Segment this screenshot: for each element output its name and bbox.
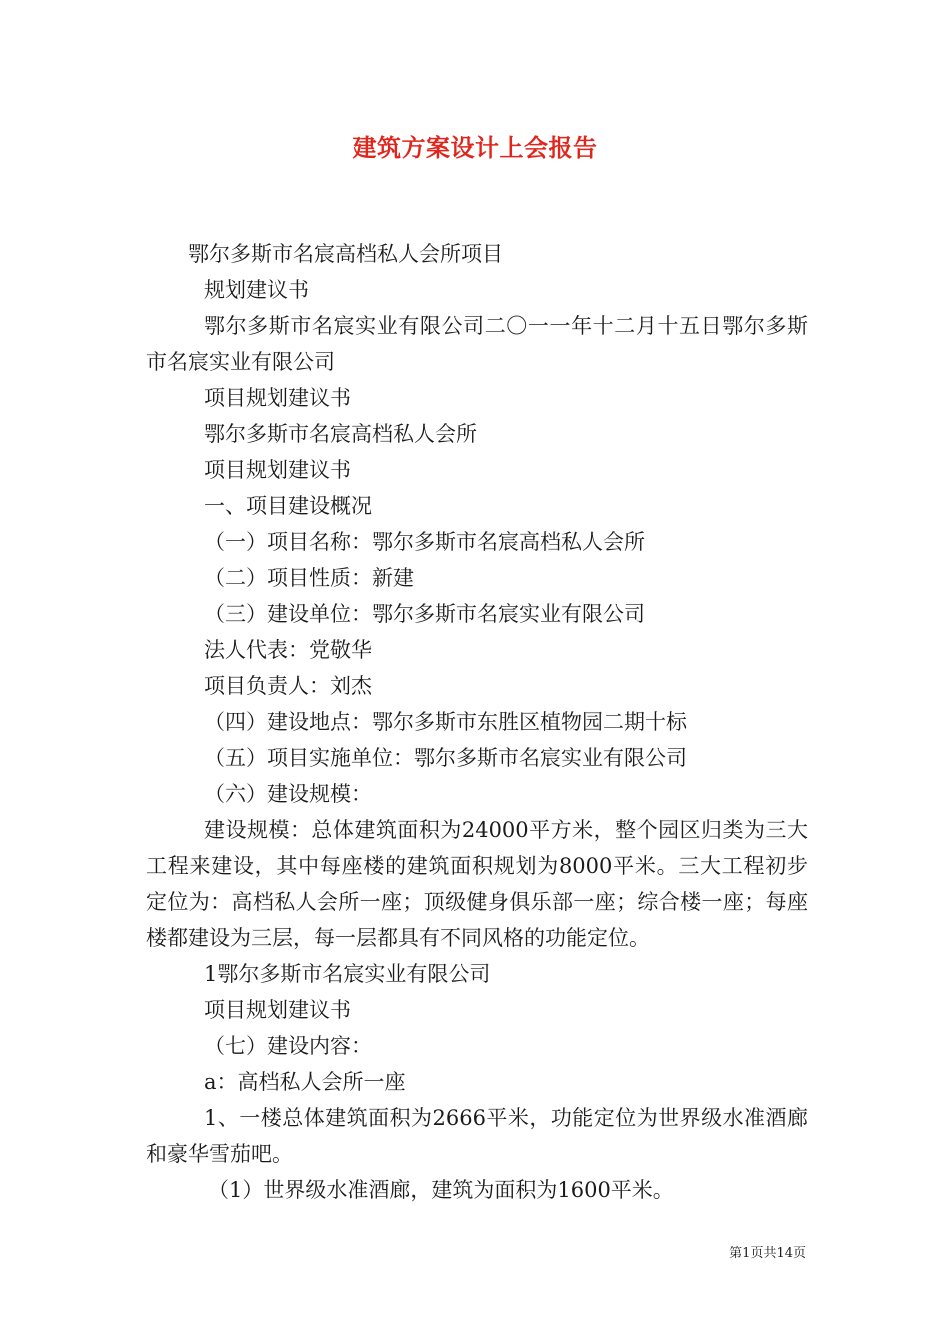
page-number: 第1页共14页 <box>729 1246 806 1261</box>
paragraph: （六）建设规模： <box>204 782 372 806</box>
document-body <box>146 236 808 1208</box>
paragraph: 项目规划建议书 <box>204 458 351 482</box>
paragraph: 法人代表：党敬华 <box>204 638 372 662</box>
paragraph: 项目规划建议书 <box>204 998 351 1022</box>
paragraph: 项目规划建议书 <box>204 386 351 410</box>
paragraph: 1、一楼总体建筑面积为2666平米，功能定位为世界级水准酒廊和豪华雪茄吧。 <box>146 1106 808 1166</box>
paragraph: （三）建设单位：鄂尔多斯市名宸实业有限公司 <box>204 602 645 626</box>
paragraph: （1）世界级水准酒廊，建筑为面积为1600平米。 <box>208 1178 674 1202</box>
paragraph: 规划建议书 <box>204 278 309 302</box>
paragraph: 项目负责人：刘杰 <box>204 674 372 698</box>
paragraph: （七）建设内容： <box>204 1034 372 1058</box>
paragraph: a：高档私人会所一座 <box>204 1070 406 1094</box>
section-heading: 一、项目建设概况 <box>204 494 372 518</box>
paragraph: （一）项目名称：鄂尔多斯市名宸高档私人会所 <box>204 530 645 554</box>
paragraph: （四）建设地点：鄂尔多斯市东胜区植物园二期十标 <box>204 710 687 734</box>
paragraph: 1鄂尔多斯市名宸实业有限公司 <box>204 962 491 986</box>
paragraph: 建设规模：总体建筑面积为24000平方米，整个园区归类为三大工程来建设，其中每座楼的建筑面积规划为8000平米。三大工程初步定位为：高档私人会所一座；顶级健身俱乐部一座；综合楼一座；每座楼都建设为三层，每一层都具有不同风格的功能定位。 <box>146 818 808 950</box>
paragraph: 鄂尔多斯市名宸高档私人会所 <box>204 422 477 446</box>
paragraph: （二）项目性质：新建 <box>204 566 414 590</box>
paragraph: （五）项目实施单位：鄂尔多斯市名宸实业有限公司 <box>204 746 687 770</box>
paragraph: 鄂尔多斯市名宸实业有限公司二〇一一年十二月十五日鄂尔多斯市名宸实业有限公司 <box>146 314 808 374</box>
document-title: 建筑方案设计上会报告 <box>352 133 598 162</box>
paragraph: 鄂尔多斯市名宸高档私人会所项目 <box>188 242 503 266</box>
